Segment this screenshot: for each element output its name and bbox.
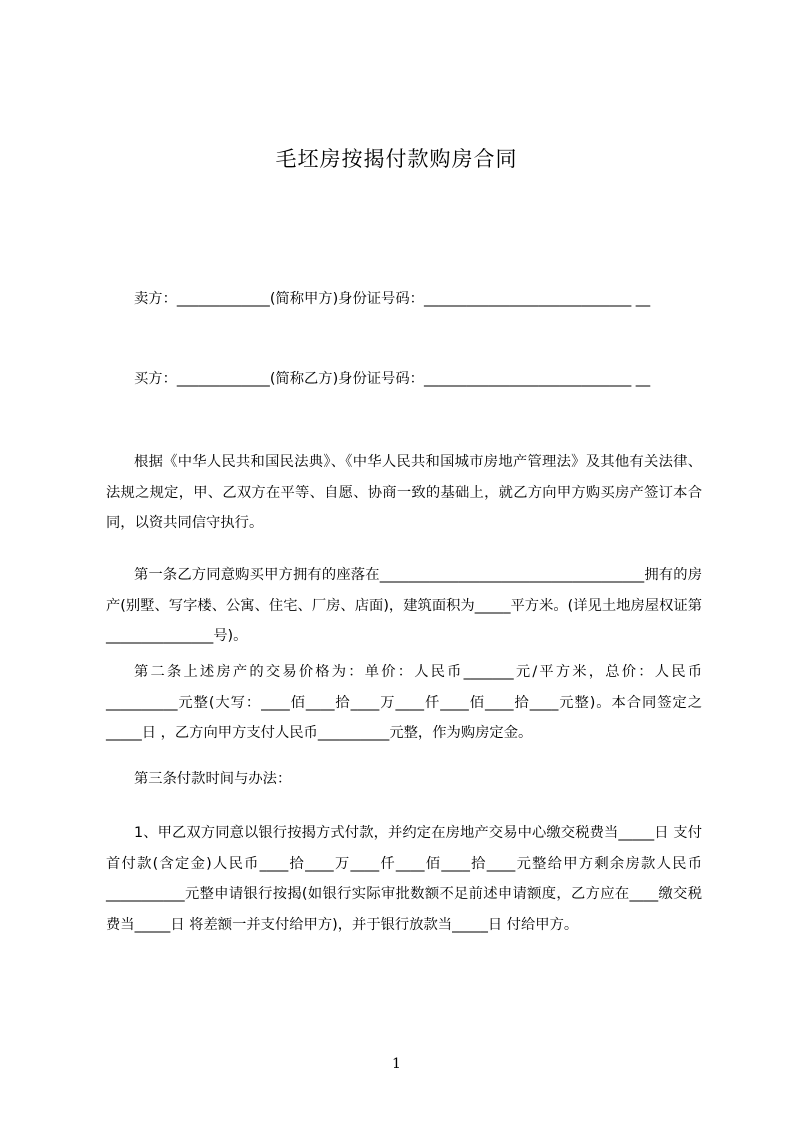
buyer-line: 买方：_____________(简称乙方)身份证号码：_____________________________ __ (134, 371, 651, 387)
payment-clause-1: 1、甲乙双方同意以银行按揭方式付款，并约定在房地产交易中心缴交税费当_____日 支付首付款(含定金)人民币____拾____万____仟____佰____拾____元整给甲方剩余房款人民币___________元整申请银行按揭(如银行实际审批数额不足前述申请额度，乙方应在____缴交税费当_____日 将差额一并支付给甲方)，并于银行放款当_____日 付给甲方。 (106, 825, 702, 933)
page-number: 1 (392, 1056, 401, 1072)
preamble-paragraph: 根据《中华人民共和国民法典》、《中华人民共和国城市房地产管理法》及其他有关法律、法规之规定，甲、乙双方在平等、自愿、协商一致的基础上，就乙方向甲方购买房产签订本合同，以资共同信守执行。 (106, 454, 702, 531)
article-1-paragraph: 第一条乙方同意购买甲方拥有的座落在_____________________________________拥有的房产(别墅、写字楼、公寓、住宅、厂房、店面)，建筑面积为_____平方米。(详见土地房屋权证第_______________号)。 (106, 567, 702, 644)
article-3-heading: 第三条付款时间与办法： (134, 771, 292, 787)
document-title: 毛坯房按揭付款购房合同 (275, 147, 518, 171)
article-2-paragraph: 第二条上述房产的交易价格为：单价：人民币_______元/平方米，总价：人民币__________元整(大写：____佰____拾____万____仟____佰____拾____元整)。本合同签定之_____日 ，乙方向甲方支付人民币__________元整，作为购房定金。 (106, 664, 702, 741)
seller-line: 卖方：_____________(简称甲方)身份证号码：_____________________________ __ (134, 291, 651, 307)
